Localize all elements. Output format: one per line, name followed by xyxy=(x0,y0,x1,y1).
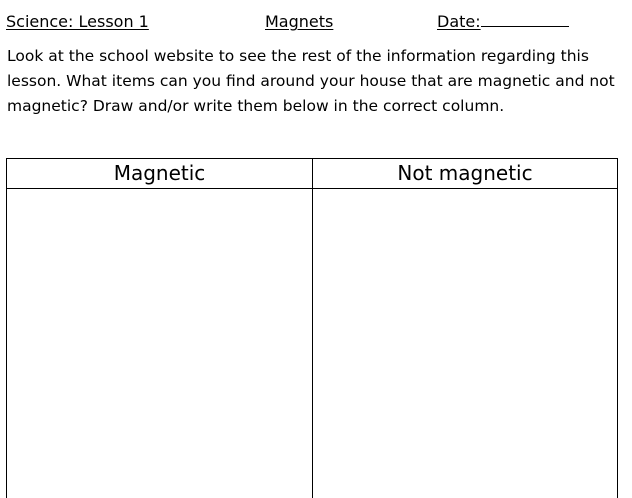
date-blank-line xyxy=(481,14,569,27)
not-magnetic-column-header: Not magnetic xyxy=(313,159,617,189)
not-magnetic-column xyxy=(313,159,617,498)
instructions-text: Look at the school website to see the rest of the information regarding this lesson. What items can you find around your house that are magnetic and not magnetic? Draw and/or write them below in the correct column. xyxy=(7,47,615,115)
magnetic-column xyxy=(7,159,313,498)
lesson-title: Science: Lesson 1 xyxy=(6,12,149,31)
sorting-table xyxy=(6,158,618,498)
topic-title: Magnets xyxy=(265,12,334,31)
magnetic-answer-area[interactable] xyxy=(7,189,312,498)
not-magnetic-answer-area[interactable] xyxy=(313,189,617,498)
date-field xyxy=(437,12,569,31)
magnetic-column-header: Magnetic xyxy=(7,159,312,189)
date-label: Date: xyxy=(437,12,481,31)
